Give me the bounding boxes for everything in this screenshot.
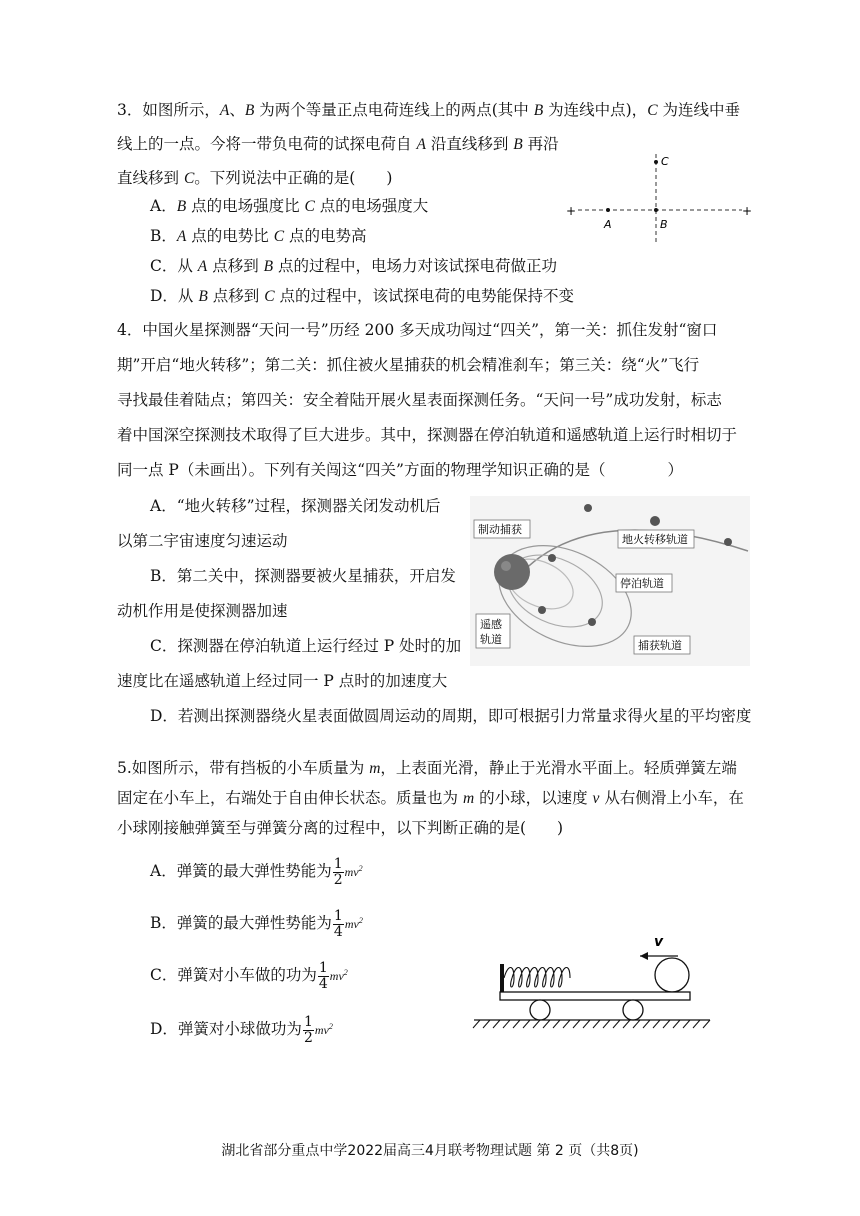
q4-line-4: 着中国深空探测技术取得了巨大进步。其中，探测器在停泊轨道和遥感轨道上运行时相切于 (117, 426, 738, 444)
text: 点移到 (207, 257, 264, 275)
cart-baffle (500, 964, 504, 992)
point-a (606, 208, 610, 212)
text: 。下列说法中正确的是( ) (194, 169, 393, 187)
q5-line-2 (117, 788, 744, 809)
plus-left: + (566, 204, 577, 218)
label-b: B (660, 218, 668, 231)
label-remote-1: 遥感 (480, 618, 502, 631)
mars-planet (494, 554, 530, 590)
page-footer: 湖北省部分重点中学2022届高三4月联考物理试题 第 2 页（共8页) (221, 1143, 639, 1159)
var-b: B (263, 258, 274, 275)
var-m: m (369, 760, 381, 777)
text: 线上的一点。今将一带负电荷的试探电荷自 (117, 135, 417, 153)
q4-option-d: D．若测出探测器绕火星表面做圆周运动的周期，即可根据引力常量求得火星的平均密度 (150, 707, 752, 725)
label-c: C (661, 155, 669, 168)
text: 为连线中点)， (543, 101, 648, 119)
q3-option-a (150, 196, 428, 217)
mv-squared: $mv^2$ (344, 864, 363, 879)
q5-option-d (150, 1010, 333, 1047)
text: B．弹簧的最大弹性势能为 (150, 914, 332, 932)
var-b: B (198, 288, 208, 305)
q4-line-3: 寻找最佳着陆点；第四关：安全着陆开展火星表面探测任务。“天问一号”成功发射，标志 (117, 391, 722, 409)
probe-icon (588, 618, 596, 626)
var-v: v (592, 790, 600, 807)
wheel-right (623, 1000, 643, 1020)
wheel-left (530, 1000, 550, 1020)
q3-option-c (150, 256, 557, 277)
var-a: A (197, 258, 208, 275)
label-parking-orbit: 停泊轨道 (620, 577, 664, 590)
q4-line-1: 4．中国火星探测器“天问一号”历经 200 多天成功闯过“四关”，第一关：抓住发射“窗口 (117, 321, 718, 339)
text: 固定在小车上，右端处于自由伸长状态。质量也为 (117, 789, 463, 807)
q4-line-2: 期”开启“地火转移”；第二关：抓住被火星捕获的机会精准刹车；第三关：绕“火”飞行 (117, 356, 700, 374)
spring (504, 968, 570, 988)
label-transfer-orbit: 地火转移轨道 (622, 533, 688, 546)
label-brake-capture: 制动捕获 (478, 523, 522, 536)
q4-option-b-2: 动机作用是使探测器加速 (117, 602, 288, 620)
text: D．从 (150, 287, 199, 305)
var-b: B (176, 198, 187, 215)
text: A．弹簧的最大弹性势能为 (150, 862, 332, 880)
probe-icon (724, 538, 732, 546)
q3-line-3 (117, 168, 392, 189)
text: 3．如图所示， (117, 101, 220, 119)
fraction: $\frac{1}{2}$ (303, 1013, 313, 1046)
var-c: C (264, 288, 275, 305)
label-capture-orbit: 捕获轨道 (638, 639, 682, 652)
var-c: C (183, 170, 195, 187)
text: 点的电场强度大 (314, 197, 429, 215)
q4-option-a-2: 以第二宇宙速度匀速运动 (117, 532, 288, 550)
q3-option-d (150, 286, 574, 307)
text: 的小球，以速度 (474, 789, 593, 807)
var-b: B (533, 102, 544, 119)
point-b (654, 208, 658, 212)
text: D．弹簧对小球做功为 (150, 1020, 302, 1038)
text: 为连线中垂 (657, 101, 740, 119)
probe-icon (538, 606, 546, 614)
var-c: C (304, 198, 315, 215)
mv-squared: $mv^2$ (314, 1022, 333, 1037)
text: ，上表面光滑，静止于光滑水平面上。轻质弹簧左端 (380, 759, 737, 777)
var-a: A (176, 228, 187, 245)
q4-option-c-1: C．探测器在停泊轨道上运行经过 P 处时的加 (150, 637, 462, 655)
point-c (654, 160, 658, 164)
text: 点的电势比 (186, 227, 274, 245)
q4-option-c-2: 速度比在遥感轨道上经过同一 P 点时的加速度大 (117, 672, 448, 690)
var-c: C (273, 228, 285, 245)
mv-squared: $mv^2$ (344, 916, 363, 931)
q5-option-b (150, 904, 363, 941)
text: 沿直线移到 (425, 135, 514, 153)
fraction: $\frac{1}{4}$ (318, 959, 328, 992)
var-b: B (513, 136, 523, 153)
probe-icon (650, 516, 660, 526)
label-remote-2: 轨道 (480, 633, 502, 646)
var-m: m (462, 790, 475, 807)
q5-option-c (150, 956, 348, 993)
q4-option-b-1: B．第二关中，探测器要被火星捕获，开启发 (150, 567, 456, 585)
ball (655, 958, 689, 992)
probe-icon (548, 554, 556, 562)
q4-option-a-1: A．“地火转移”过程，探测器关闭发动机后 (150, 497, 441, 515)
label-a: A (604, 218, 612, 231)
q5-line-3: 小球刚接触弹簧至与弹簧分离的过程中，以下判断正确的是( ) (117, 819, 564, 837)
text: B． (150, 227, 177, 245)
text: 点移到 (207, 287, 265, 305)
mv-squared: $mv^2$ (329, 968, 348, 983)
mars-crater (501, 561, 511, 571)
text: 直线移到 (117, 169, 184, 187)
var-a: A (219, 102, 230, 119)
q5-line-1 (117, 758, 737, 779)
text: 点的过程中，电场力对该试探电荷做正功 (273, 257, 558, 275)
text: C．弹簧对小车做的功为 (150, 966, 317, 984)
velocity-label: v (654, 934, 664, 950)
text: C．从 (150, 257, 198, 275)
q5-cart-figure (470, 928, 720, 1033)
text: 5.如图所示，带有挡板的小车质量为 (117, 759, 370, 777)
ground-hatching (473, 1020, 710, 1028)
fraction: $\frac{1}{2}$ (333, 855, 343, 888)
text: A． (150, 197, 177, 215)
q5-option-a (150, 852, 363, 889)
q3-charge-figure (560, 150, 760, 245)
cart-board (500, 992, 690, 1000)
q3-option-b (150, 226, 367, 247)
text: 从右侧滑上小车，在 (599, 789, 744, 807)
q3-line-1 (117, 100, 740, 121)
var-a: A (416, 136, 426, 153)
q4-line-5: 同一点 P（未画出）。下列有关闯这“四关”方面的物理学知识正确的是（ ） (117, 461, 683, 479)
probe-icon (584, 504, 592, 512)
text: 、 (229, 101, 245, 119)
text: 为两个等量正点电荷连线上的两点(其中 (254, 101, 534, 119)
velocity-arrowhead (640, 952, 648, 960)
text: 再沿 (522, 135, 559, 153)
var-c: C (647, 102, 658, 119)
fraction: $\frac{1}{4}$ (333, 907, 343, 940)
q4-orbit-figure (470, 496, 750, 666)
plus-right: + (742, 204, 753, 218)
text: 点的过程中，该试探电荷的电势能保持不变 (274, 287, 574, 305)
q3-line-2 (117, 134, 559, 155)
text: 点的电势高 (284, 227, 367, 245)
text: 点的电场强度比 (186, 197, 305, 215)
var-b: B (244, 102, 255, 119)
